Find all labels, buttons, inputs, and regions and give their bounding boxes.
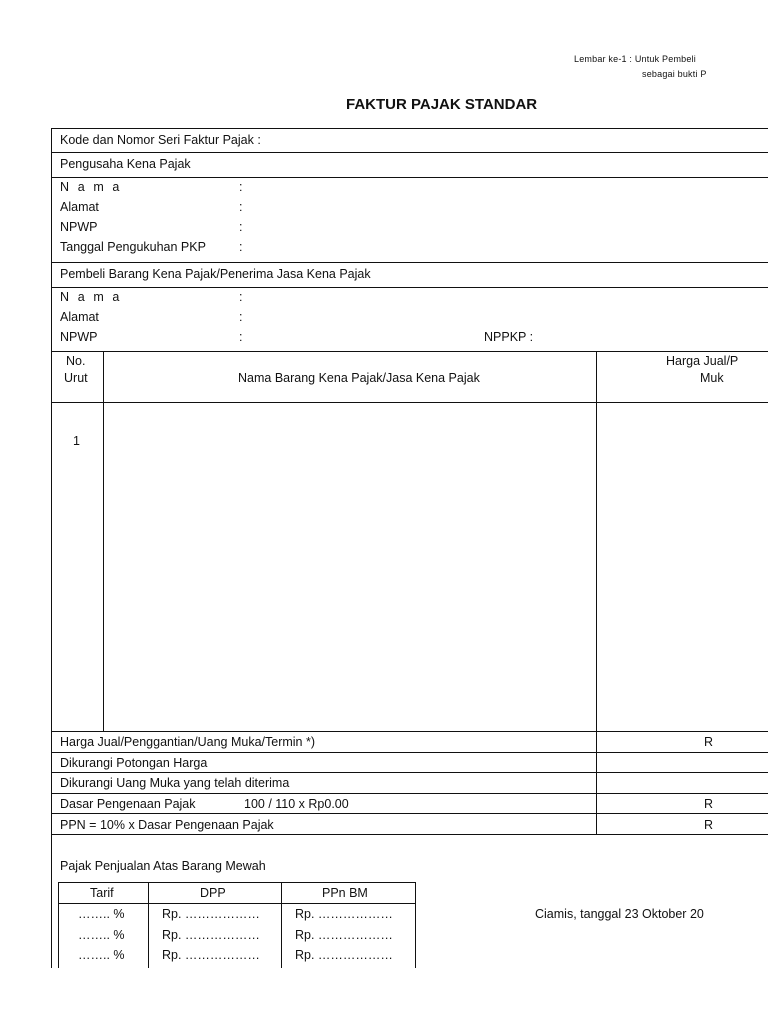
divider xyxy=(51,152,768,153)
divider xyxy=(51,351,768,352)
buyer-section-title: Pembeli Barang Kena Pajak/Penerima Jasa Kena Pajak xyxy=(60,267,371,281)
col-name-header: Nama Barang Kena Pajak/Jasa Kena Pajak xyxy=(238,371,480,385)
seller-npwp-label: NPWP xyxy=(60,220,98,234)
summary-vat-value: R xyxy=(704,818,714,832)
field-colon: : xyxy=(239,220,243,234)
luxury-rate-cell: …….. % xyxy=(78,907,125,921)
summary-tax-base-value: R xyxy=(704,797,714,811)
field-colon: : xyxy=(239,180,243,194)
summary-tax-base-label: Dasar Pengenaan Pajak xyxy=(60,797,196,811)
seller-address-label: Alamat xyxy=(60,200,99,214)
luxury-ppnbm-cell: Rp. ……………… xyxy=(295,907,393,921)
place-date: Ciamis, tanggal 23 Oktober 20 xyxy=(535,907,704,921)
luxury-ppnbm-cell: Rp. ……………… xyxy=(295,928,393,942)
summary-discount-label: Dikurangi Potongan Harga xyxy=(60,756,208,770)
luxury-dpp-cell: Rp. ……………… xyxy=(162,948,260,962)
sheet-copy-line2: sebagai bukti P xyxy=(642,69,707,79)
luxury-col-rate-header: Tarif xyxy=(90,886,114,900)
col-price-header-line2: Muk xyxy=(700,371,724,385)
buyer-name-label: N a m a xyxy=(60,290,122,304)
luxury-rate-cell: …….. % xyxy=(78,928,125,942)
seller-name-label: N a m a xyxy=(60,180,122,194)
divider xyxy=(58,882,415,883)
buyer-nppkp-label: NPPKP : xyxy=(484,330,534,344)
buyer-npwp-label: NPWP xyxy=(60,330,98,344)
luxury-rate-cell: …….. % xyxy=(78,948,125,962)
sheet-copy-line1: Lembar ke-1 : Untuk Pembeli xyxy=(574,54,696,64)
summary-vat-label: PPN = 10% x Dasar Pengenaan Pajak xyxy=(60,818,274,832)
field-colon: : xyxy=(239,290,243,304)
seller-pkp-date-label: Tanggal Pengukuhan PKP xyxy=(60,240,206,254)
divider xyxy=(58,903,415,904)
divider xyxy=(51,731,768,732)
divider xyxy=(51,287,768,288)
buyer-address-label: Alamat xyxy=(60,310,99,324)
luxury-dpp-cell: Rp. ……………… xyxy=(162,928,260,942)
divider xyxy=(51,834,768,835)
field-colon: : xyxy=(239,240,243,254)
luxury-dpp-cell: Rp. ……………… xyxy=(162,907,260,921)
form-top-border xyxy=(51,128,768,129)
summary-selling-price-value: R xyxy=(704,735,714,749)
column-divider xyxy=(148,882,149,968)
luxury-col-dpp-header: DPP xyxy=(200,886,226,900)
luxury-col-ppnbm-header: PPn BM xyxy=(322,886,368,900)
form-left-border xyxy=(51,128,52,968)
column-divider xyxy=(58,882,59,968)
col-no-header-line1: No. xyxy=(66,354,86,368)
column-divider xyxy=(415,882,416,968)
luxury-tax-title: Pajak Penjualan Atas Barang Mewah xyxy=(60,859,266,873)
field-colon: : xyxy=(239,330,243,344)
col-price-header-line1: Harga Jual/P xyxy=(666,354,739,368)
divider xyxy=(51,752,768,753)
summary-tax-base-formula: 100 / 110 x Rp0.00 xyxy=(244,797,349,811)
page-title: FAKTUR PAJAK STANDAR xyxy=(346,96,538,113)
serial-number-label: Kode dan Nomor Seri Faktur Pajak : xyxy=(60,133,261,147)
divider xyxy=(51,177,768,178)
summary-selling-price-label: Harga Jual/Penggantian/Uang Muka/Termin *) xyxy=(60,735,315,749)
divider xyxy=(51,793,768,794)
divider xyxy=(51,772,768,773)
column-divider xyxy=(103,351,104,731)
summary-downpayment-label: Dikurangi Uang Muka yang telah diterima xyxy=(60,776,290,790)
column-divider xyxy=(596,351,597,834)
column-divider xyxy=(281,882,282,968)
field-colon: : xyxy=(239,200,243,214)
field-colon: : xyxy=(239,310,243,324)
table-row-number: 1 xyxy=(73,434,80,448)
luxury-ppnbm-cell: Rp. ……………… xyxy=(295,948,393,962)
divider xyxy=(51,262,768,263)
col-no-header-line2: Urut xyxy=(64,371,88,385)
seller-section-title: Pengusaha Kena Pajak xyxy=(60,157,191,171)
divider xyxy=(51,402,768,403)
divider xyxy=(51,813,768,814)
